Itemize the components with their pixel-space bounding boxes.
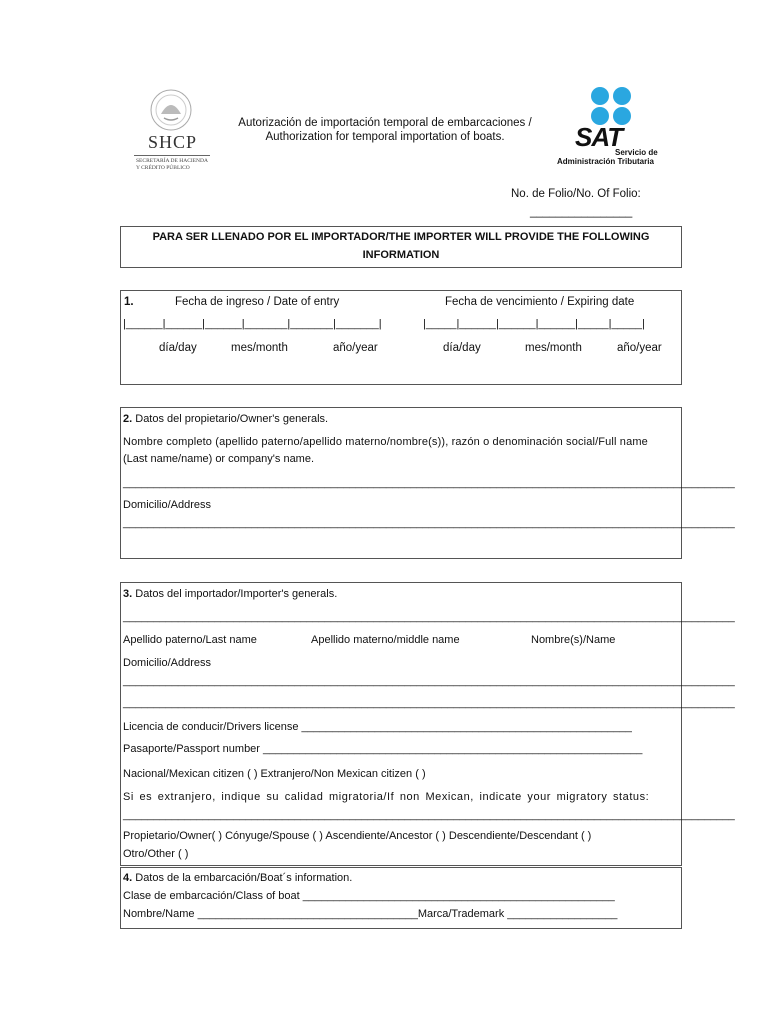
sat-logo-text: SAT [575, 122, 623, 152]
entry-date-label: Fecha de ingreso / Date of entry [175, 296, 340, 308]
folio-field[interactable]: ________________ [530, 206, 633, 218]
other-option[interactable]: Otro/Other ( ) [123, 848, 189, 860]
owner-name-label-1: Nombre completo (apellido paterno/apellido materno/nombre(s)), razón o denominación social/Full name [123, 436, 648, 448]
section1-number: 1. [124, 296, 134, 308]
owner-name-field[interactable]: ____________________________________________________________________________________________________ [123, 477, 735, 489]
folio-label: No. de Folio/No. Of Folio: [511, 188, 641, 200]
expiry-month-label: mes/month [525, 342, 582, 354]
migratory-status-label: Si es extranjero, indique su calidad migratoria/If non Mexican, indicate your migratory status: [123, 791, 650, 803]
section-boat [120, 867, 682, 929]
shcp-sub2: Y CRÉDITO PÚBLICO [136, 165, 190, 171]
expiry-day-label: día/day [443, 342, 481, 354]
sat-dots-icon [589, 86, 633, 126]
importer-address-field-1[interactable]: ____________________________________________________________________________________________________ [123, 675, 735, 687]
importer-name-field[interactable]: ____________________________________________________________________________________________________ [123, 611, 735, 623]
section4-title: Datos de la embarcación/Boat´s information. [135, 872, 353, 884]
sat-sub2: Administración Tributaria [557, 157, 654, 166]
drivers-license-field[interactable]: Licencia de conducir/Drivers license ______________________________________________________ [123, 721, 632, 733]
sat-sub1: Servicio de [615, 148, 658, 157]
banner-line2: INFORMATION [362, 249, 440, 261]
section-dates [120, 290, 682, 385]
banner-line1: PARA SER LLENADO POR EL IMPORTADOR/THE IMPORTER WILL PROVIDE THE FOLLOWING [152, 231, 650, 243]
mexico-seal-icon [126, 88, 216, 136]
owner-address-label: Domicilio/Address [123, 499, 212, 511]
entry-month-label: mes/month [231, 342, 288, 354]
section2-number: 2. [123, 413, 133, 425]
section2-heading [123, 413, 328, 425]
section4-heading [123, 872, 352, 884]
section3-title: Datos del importador/Importer's generals. [135, 588, 338, 600]
importer-address-label: Domicilio/Address [123, 657, 212, 669]
section2-title: Datos del propietario/Owner's generals. [135, 413, 329, 425]
entry-day-label: día/day [159, 342, 197, 354]
last-name-label: Apellido paterno/Last name [123, 634, 257, 646]
form-title-es: Autorización de importación temporal de embarcaciones / [238, 117, 532, 129]
middle-name-label: Apellido materno/middle name [311, 634, 460, 646]
expiry-date-label: Fecha de vencimiento / Expiring date [445, 296, 635, 308]
owner-name-label-2: (Last name/name) or company's name. [123, 453, 315, 465]
instructions-banner [120, 226, 682, 268]
importer-address-field-2[interactable]: ____________________________________________________________________________________________________ [123, 697, 735, 709]
entry-date-field[interactable]: |______|______|______|_______|_______|_______| [123, 318, 382, 330]
first-name-label: Nombre(s)/Name [531, 634, 616, 646]
boat-class-field[interactable]: Clase de embarcación/Class of boat ___________________________________________________ [123, 890, 615, 902]
boat-name-trademark-field[interactable]: Nombre/Name ____________________________________Marca/Trademark __________________ [123, 908, 618, 920]
form-title-en: Authorization for temporal importation of boats. [265, 131, 505, 143]
passport-field[interactable]: Pasaporte/Passport number ______________________________________________________________ [123, 743, 643, 755]
shcp-logo [126, 88, 216, 172]
expiry-date-field[interactable]: |_____|______|______|______|_____|_____| [423, 318, 645, 330]
citizenship-options[interactable]: Nacional/Mexican citizen ( ) Extranjero/Non Mexican citizen ( ) [123, 768, 426, 780]
sat-logo [555, 86, 670, 168]
section3-number: 3. [123, 588, 133, 600]
owner-address-field[interactable]: ____________________________________________________________________________________________________ [123, 517, 735, 529]
section3-heading [123, 588, 337, 600]
section4-number: 4. [123, 872, 133, 884]
shcp-sub1: SECRETARÍA DE HACIENDA [136, 158, 208, 164]
expiry-year-label: año/year [617, 342, 662, 354]
migratory-status-field[interactable]: ____________________________________________________________________________________________________ [123, 809, 735, 821]
relationship-options[interactable]: Propietario/Owner( ) Cónyuge/Spouse ( ) Ascendiente/Ancestor ( ) Descendiente/Descendant ( ) [123, 830, 592, 842]
section-importer [120, 582, 735, 866]
section-owner [120, 407, 735, 559]
entry-year-label: año/year [333, 342, 378, 354]
form-title [210, 117, 560, 143]
shcp-logo-text: SHCP [148, 132, 198, 152]
